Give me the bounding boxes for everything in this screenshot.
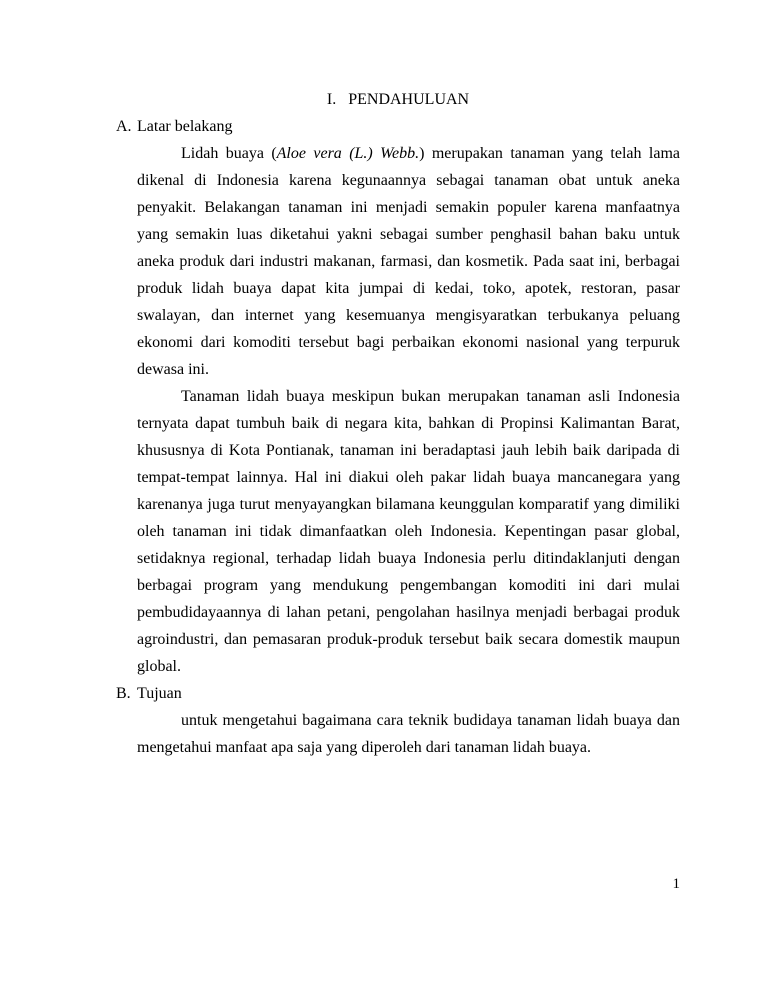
section-a-label: A. (116, 118, 132, 135)
document-title: I. PENDAHULUAN (326, 91, 470, 108)
paragraph-a1-pre: Lidah buaya ( (181, 145, 277, 162)
section-b-heading: Tujuan (137, 685, 182, 702)
section-b-label: B. (116, 685, 131, 702)
paragraph-b1: untuk mengetahui bagaimana cara teknik budidaya tanaman lidah buaya dan mengetahui manfaat apa saja yang diperoleh dari tanaman lidah buaya. (137, 712, 680, 756)
page-number: 1 (672, 876, 680, 892)
section-tujuan (116, 680, 680, 761)
section-latar-belakang (116, 113, 680, 680)
paragraph-a1 (137, 140, 680, 383)
paragraph-a1-post: ) merupakan tanaman yang telah lama dikenal di Indonesia karena kegunaannya sebagai tanaman obat untuk aneka penyakit. Belakangan tanaman ini menjadi semakin populer karena manfaatnya yang semakin luas diketahui yakni sebagai sumber penghasil bahan baku untuk aneka produk dari industri makanan, farmasi, dan kosmetik. Pada saat ini, berbagai produk lidah buaya dapat kita jumpai di kedai, toko, apotek, restoran, pasar swalayan, dan internet yang kesemuanya mengisyaratkan terbukanya peluang ekonomi dari komoditi tersebut bagi perbaikan ekonomi nasional yang terpuruk dewasa ini. (137, 145, 681, 378)
paragraph-a1-latin-name: Aloe vera (L.) Webb. (276, 145, 420, 162)
section-a-heading: Latar belakang (137, 118, 233, 135)
paragraph-a2: Tanaman lidah buaya meskipun bukan merupakan tanaman asli Indonesia ternyata dapat tumbuh baik di negara kita, bahkan di Propinsi Kalimantan Barat, khususnya di Kota Pontianak, tanaman ini beradaptasi jauh lebih baik daripada di tempat-tempat lainnya. Hal ini diakui oleh pakar lidah buaya mancanegara yang karenanya juga turut menyayangkan bilamana keunggulan komparatif yang dimiliki oleh tanaman ini tidak dimanfaatkan oleh Indonesia. Kepentingan pasar global, setidaknya regional, terhadap lidah buaya Indonesia perlu ditindaklanjuti dengan berbagai program yang mendukung pengembangan komoditi ini dari mulai pembudidayaannya di lahan petani, pengolahan hasilnya menjadi berbagai produk agroindustri, dan pemasaran produk-produk tersebut baik secara domestik maupun global. (137, 388, 680, 675)
